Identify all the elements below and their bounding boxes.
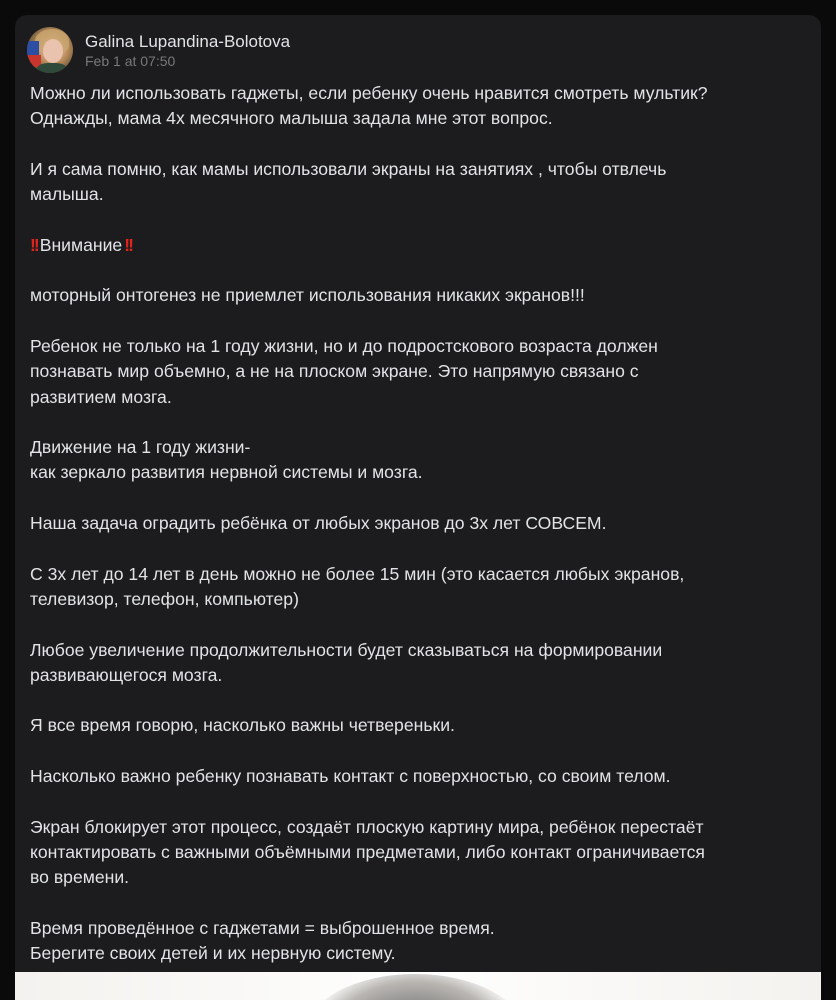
paragraph bbox=[30, 815, 810, 891]
post-meta bbox=[85, 31, 290, 70]
text-line: И я сама помню, как мамы использовали экраны на занятиях , чтобы отвлечь bbox=[30, 158, 667, 179]
paragraph bbox=[30, 334, 810, 410]
text-line: моторный онтогенез не приемлет использования никаких экранов!!! bbox=[30, 285, 585, 306]
paragraph bbox=[30, 562, 810, 613]
paragraph bbox=[30, 81, 810, 132]
text-line bbox=[30, 233, 810, 258]
attached-photo[interactable] bbox=[15, 972, 821, 1000]
text-line: малыша. bbox=[30, 184, 104, 205]
paragraph bbox=[30, 157, 810, 208]
double-exclamation-icon: !! bbox=[124, 234, 132, 255]
text-line: контактировать с важными объёмными предметами, либо контакт ограничивается bbox=[30, 841, 705, 862]
paragraph bbox=[30, 283, 810, 308]
text-line: С 3х лет до 14 лет в день можно не более 15 мин (это касается любых экранов, bbox=[30, 563, 685, 584]
avatar-flag-blue bbox=[27, 41, 39, 55]
author-name[interactable]: Galina Lupandina-Bolotova bbox=[85, 31, 291, 51]
warning-text: Внимание bbox=[39, 234, 123, 255]
photo-child-head bbox=[305, 974, 525, 1000]
warning-paragraph bbox=[30, 233, 810, 258]
text-line: Движение на 1 году жизни- bbox=[30, 437, 251, 458]
post-header bbox=[27, 25, 290, 75]
paragraph bbox=[30, 638, 810, 689]
text-line: Однажды, мама 4х месячного малыша задала мне этот вопрос. bbox=[30, 108, 553, 129]
text-line: Наша задача оградить ребёнка от любых экранов до 3х лет СОВСЕМ. bbox=[30, 513, 607, 534]
paragraph bbox=[30, 435, 810, 486]
text-line: Ребенок не только на 1 году жизни, но и до подростскового возраста должен bbox=[30, 335, 658, 356]
text-line: во времени. bbox=[30, 867, 130, 888]
post-text bbox=[30, 81, 810, 992]
text-line: развитием мозга. bbox=[30, 386, 172, 407]
text-line: Я все время говорю, насколько важны четвереньки. bbox=[30, 715, 455, 736]
paragraph bbox=[30, 764, 810, 789]
text-line: познавать мир объемно, а не на плоском экране. Это напрямую связано с bbox=[30, 361, 639, 382]
post-card bbox=[15, 15, 821, 1000]
text-line: Любое увеличение продолжительности будет сказываться на формировании bbox=[30, 639, 663, 660]
double-exclamation-icon: !! bbox=[30, 234, 38, 255]
text-line: Время проведённое с гаджетами = выброшенное время. bbox=[30, 917, 495, 938]
avatar-shirt bbox=[37, 63, 67, 73]
avatar[interactable] bbox=[27, 27, 73, 73]
text-line: как зеркало развития нервной системы и мозга. bbox=[30, 462, 423, 483]
paragraph bbox=[30, 916, 810, 967]
text-line: Насколько важно ребенку познавать контакт с поверхностью, со своим телом. bbox=[30, 766, 671, 787]
post-timestamp[interactable]: Feb 1 at 07:50 bbox=[85, 52, 176, 69]
paragraph bbox=[30, 511, 810, 536]
text-line: Можно ли использовать гаджеты, если ребенку очень нравится смотреть мультик? bbox=[30, 83, 708, 103]
text-line: телевизор, телефон, компьютер) bbox=[30, 588, 299, 609]
text-line: Экран блокирует этот процесс, создаёт плоскую картину мира, ребёнок перестаёт bbox=[30, 816, 704, 837]
text-line: развивающегося мозга. bbox=[30, 664, 223, 685]
text-line: Берегите своих детей и их нервную систему. bbox=[30, 943, 396, 964]
avatar-face bbox=[43, 39, 63, 63]
paragraph bbox=[30, 713, 810, 738]
